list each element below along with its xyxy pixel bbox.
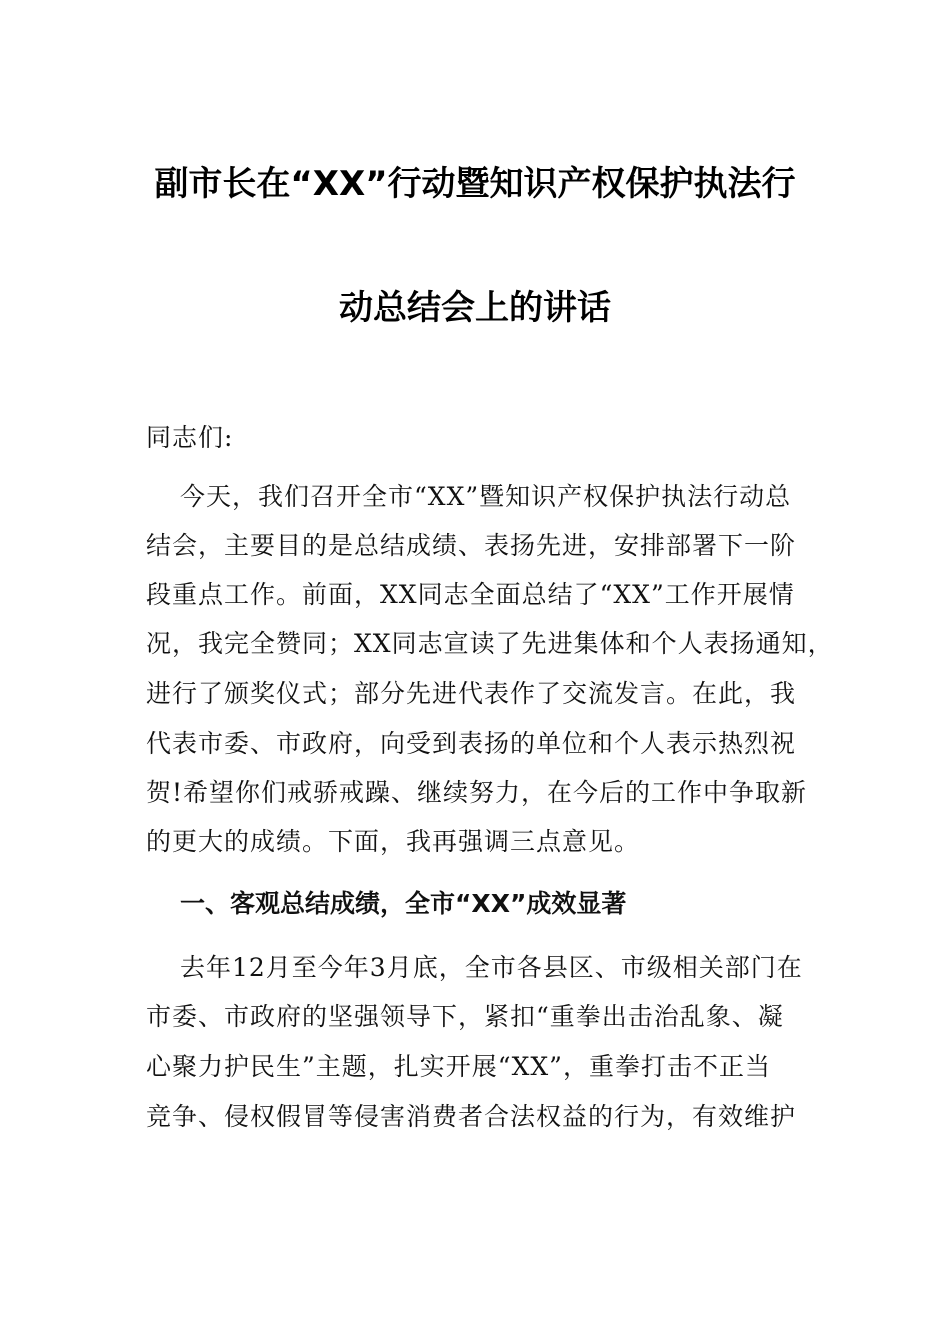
paragraph-1-line-7: 贺!希望你们戒骄戒躁、继续努力，在今后的工作中争取新 <box>146 778 808 807</box>
paragraph-2-line-4: 竞争、侵权假冒等侵害消费者合法权益的行为，有效维护 <box>146 1102 797 1131</box>
paragraph-2-line-2: 市委、市政府的坚强领导下，紧扣“重拳出击治乱象、凝 <box>146 1002 784 1031</box>
paragraph-1-line-6: 代表市委、市政府，向受到表扬的单位和个人表示热烈祝 <box>146 729 797 758</box>
document-title-line-2: 动总结会上的讲话 <box>339 288 611 328</box>
paragraph-1-line-2: 结会，主要目的是总结成绩、表扬先进，安排部署下一阶 <box>146 531 797 560</box>
paragraph-1-line-8: 的更大的成绩。下面，我再强调三点意见。 <box>146 827 641 856</box>
salutation: 同志们: <box>146 423 234 452</box>
paragraph-1-line-3: 段重点工作。前面，XX同志全面总结了“XX”工作开展情 <box>146 580 795 609</box>
paragraph-2-line-1: 去年12月至今年3月底，全市各县区、市级相关部门在 <box>180 953 803 982</box>
section-1-heading: 一、客观总结成绩，全市“XX”成效显著 <box>180 889 627 918</box>
paragraph-1-line-1: 今天，我们召开全市“XX”暨知识产权保护执法行动总 <box>180 482 792 511</box>
document-title-line-1: 副市长在“XX”行动暨知识产权保护执法行 <box>154 164 796 204</box>
paragraph-1-line-5: 进行了颁奖仪式；部分先进代表作了交流发言。在此，我 <box>146 679 797 708</box>
paragraph-2-line-3: 心聚力护民生”主题，扎实开展“XX”，重拳打击不正当 <box>146 1052 771 1081</box>
paragraph-1-line-4: 况，我完全赞同；XX同志宣读了先进集体和个人表扬通知， <box>146 629 834 658</box>
